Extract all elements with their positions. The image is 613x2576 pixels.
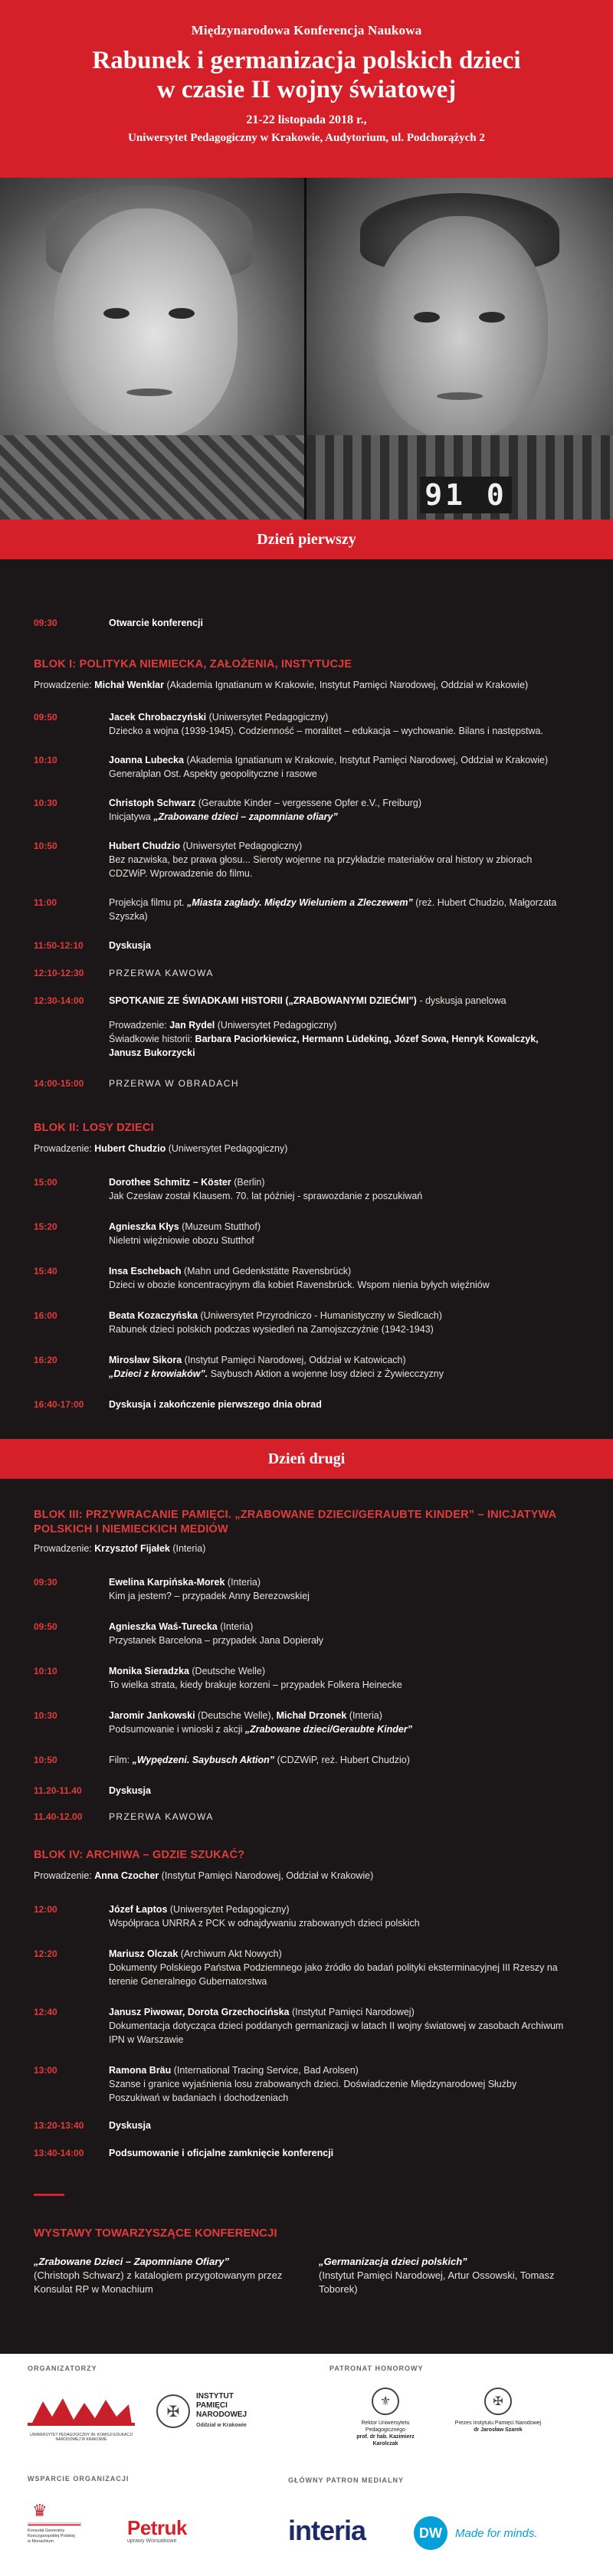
up-caption: UNIWERSYTET PEDAGOGICZNY IM. KOMISJI EDUKACJI NARODOWEJ W KRAKOWIE (30, 2433, 133, 2442)
dw-tagline: Made for minds. (455, 2526, 538, 2540)
session-time: 14:00-15:00 (34, 1078, 84, 1089)
media-label: GŁÓWNY PATRON MEDIALNY (288, 2476, 404, 2484)
coffee-break: PRZERWA KAWOWA (109, 968, 214, 978)
sponsors-footer (0, 2354, 613, 2576)
session-time: 13:40-14:00 (34, 2148, 84, 2158)
program-row: 11.20-11.40 Dyskusja (34, 1785, 151, 1796)
eye (169, 308, 195, 319)
child-photo-right (306, 178, 613, 519)
session-time: 16:00 (34, 1310, 57, 1321)
conference-kicker: Międzynarodowa Konferencja Naukowa (191, 23, 422, 38)
polish-eagle-icon: ♛ (32, 2501, 48, 2520)
eye (103, 308, 129, 319)
program-row: 16:20 Mirosław Sikora (Instytut Pamięci Narodowej, Oddział w Katowicach) „Dzieci z krowiaków”. Saybusch Aktion a wojenne losy dzieci z Żywiecczyzny (34, 1355, 444, 1379)
dw-logo (414, 2516, 538, 2550)
session-time: 15:40 (34, 1266, 57, 1277)
program-row: 15:00 Dorothee Schmitz – Köster (Berlin) Jak Czesław został Klausem. 70. lat później - sprawozdanie z poszukiwań (34, 1177, 423, 1201)
conference-venue: Uniwersytet Pedagogiczny w Krakowie, Audytorium, ul. Podchorążych 2 (128, 132, 485, 144)
face (372, 216, 548, 438)
prisoner-number-plate: 91 0 (420, 477, 512, 513)
support-label: WSPARCIE ORGANIZACJI (28, 2475, 129, 2483)
eye (414, 312, 440, 323)
program-row: 11:00 Projekcja filmu pt. „Miasta zagłady. Między Wieluniem a Zleczewem” (reż. Hubert Chudzio, Małgorzata Szyszka) (34, 897, 557, 922)
title-line-1: Rabunek i germanizacja polskich dzieci (92, 47, 521, 74)
program-row: 15:20 Agnieszka Kłys (Muzeum Stutthof) Nieletni więźniowie obozu Stutthof (34, 1221, 261, 1246)
program-row (34, 966, 613, 980)
session-time: 10:10 (34, 1666, 57, 1676)
petruk-logo: Petruk uprawy Wonsatkowe (127, 2516, 187, 2544)
program-row: 13:40-14:00 Podsumowanie i oficjalne zamknięcie konferencji (34, 2148, 334, 2158)
program-row: 12:20 Mariusz Olczak (Archiwum Akt Nowych) Dokumenty Polskiego Państwa Podziemnego jako źródło do badań polityki eksterminacyjnej III Rzeszy na terenie Generalnego Gubernatorstwa (34, 1948, 558, 1987)
exhibitions (34, 2255, 613, 2296)
session-time: 11.40-12.00 (34, 1811, 83, 1822)
program-row: 12:30-14:00 SPOTKANIE ZE ŚWIADKAMI HISTORII („ZRABOWANYMI DZIEĆMI”) - dyskusja panelowa (34, 995, 506, 1006)
block-3-chair: Prowadzenie: Krzysztof Fijałek (Interia) (34, 1543, 206, 1554)
session-time: 15:20 (34, 1221, 57, 1232)
block-1-chair: Prowadzenie: Michał Wenklar (Akademia Ignatianum w Krakowie, Instytut Pamięci Narodowej, Oddział w Krakowie) (34, 680, 529, 690)
block-2-chair: Prowadzenie: Hubert Chudzio (Uniwersytet Pedagogiczny) (34, 1143, 288, 1154)
block-2-title: BLOK II: LOSY DZIECI (34, 1122, 154, 1134)
eye (479, 312, 505, 323)
session-time: 12:00 (34, 1904, 57, 1915)
block-1-title: BLOK I: POLITYKA NIEMIECKA, ZAŁOŻENIA, INSTYTUCJE (34, 658, 352, 670)
session-time: 12:30-14:00 (34, 995, 84, 1006)
program-row: 13:20-13:40 Dyskusja (34, 2120, 151, 2131)
eagle-emblem-icon: ✠ (156, 2394, 190, 2428)
program-row: 12:00 Józef Łaptos (Uniwersytet Pedagogiczny) Współpraca UNRRA z PCK w odnajdywaniu zrabowanych dzieci polskich (34, 1904, 420, 1929)
day-one-program (0, 559, 613, 1411)
program-row: Prowadzenie: Jan Rydel (Uniwersytet Pedagogiczny) Świadkowie historii: Barbara Paciorkiewicz, Hermann Lüdeking, Józef Sowa, Henryk Kowalczyk, Janusz Bukorzycki (109, 1020, 539, 1058)
face (54, 208, 238, 438)
block-4-chair: Prowadzenie: Anna Czocher (Instytut Pamięci Narodowej, Oddział w Krakowie) (34, 1870, 374, 1881)
rector-patronage: ⚜ Rektor Uniwersytetu Pedagogicznego prof. dr hab. Kazimierz Karolczak (343, 2388, 428, 2447)
title-line-2: w czasie II wojny światowej (156, 76, 457, 103)
ipn-subtitle: Oddział w Krakowie (196, 2423, 247, 2428)
conference-title (0, 46, 613, 104)
mouth (437, 392, 483, 400)
archival-photos (0, 178, 613, 519)
shirt (0, 435, 306, 519)
program-row: 09:30 Ewelina Karpińska-Morek (Interia) Kim ja jestem? – przypadek Anny Berezowskiej (34, 1577, 310, 1601)
exhibition-right: „Germanizacja dzieci polskich” (Instytut Pamięci Narodowej, Artur Ossowski, Tomasz Toborek) (319, 2256, 555, 2295)
session-time: 10:30 (34, 1710, 57, 1721)
day-one-band: Dzień pierwszy (0, 519, 613, 559)
program-row: 10:30 Christoph Schwarz (Geraubte Kinder – vergessene Opfer e.V., Freiburg) Inicjatywa „Zrabowane dzieci – zapomniane ofiary” (34, 798, 422, 822)
session-time: 10:10 (34, 755, 57, 765)
organizers-label: ORGANIZATORZY (28, 2365, 97, 2372)
session-time: 15:00 (34, 1177, 57, 1188)
up-emblem-icon (28, 2394, 135, 2427)
president-patronage: ✠ Prezes Instytutu Pamięci Narodowej dr Jarosław Szarek (452, 2388, 544, 2433)
program-row (34, 1810, 613, 1824)
program-row: 10:10 Monika Sieradzka (Deutsche Welle) To wielka strata, kiedy brakuje korzeni – przypadek Folkera Heinecke (34, 1666, 402, 1690)
day-two-program (0, 1479, 613, 2296)
session-time: 13:20-13:40 (34, 2120, 84, 2131)
session-title: Otwarcie konferencji (109, 618, 203, 628)
session-time: 11:00 (34, 897, 57, 908)
session-time: 09:30 (34, 1577, 57, 1588)
up-logo (28, 2394, 135, 2442)
program-row (34, 616, 613, 630)
program-row: 15:40 Insa Eschebach (Mahn und Gedenkstätte Ravensbrück) Dzieci w obozie koncentracyjnym dla kobiet Ravensbrück. Wspom nienia byłych więźniów (34, 1266, 490, 1290)
block-3-title: BLOK III: PRZYWRACANIE PAMIĘCI. „ZRABOWANE DZIECI/GERAUBTE KINDER” – INICJATYWA POLSKICH I NIEMIECKICH MEDIÓW (34, 1509, 557, 1535)
program-row: 16:40-17:00 Dyskusja i zakończenie pierwszego dnia obrad (34, 1399, 322, 1410)
patronage-label: PATRONAT HONOROWY (329, 2365, 424, 2372)
session-time: 12:20 (34, 1948, 57, 1959)
session-time: 09:30 (34, 618, 57, 628)
session-time: 11:50-12:10 (34, 940, 84, 951)
interia-logo: interia (288, 2515, 366, 2546)
exhibitions-title: WYSTAWY TOWARZYSZĄCE KONFERENCJI (34, 2227, 277, 2240)
block-4-title: BLOK IV: ARCHIWA – GDZIE SZUKAĆ? (34, 1849, 245, 1861)
mouth (126, 388, 172, 396)
session-time: 13:00 (34, 2065, 57, 2076)
program-row: 13:00 Ramona Bräu (International Tracing Service, Bad Arolsen) Szanse i granice wyjaśnienia losu zrabowanych dzieci. Doświadczenie Międzynarodowej Służby Poszukiwań w badaniach i dochodzeniach (34, 2065, 517, 2103)
program-row: 10:50 Film: „Wypędzeni. Saybusch Aktion” (CDZWiP, reż. Hubert Chudzio) (34, 1755, 410, 1765)
session-time: 09:50 (34, 712, 57, 723)
exhibition-left: „Zrabowane Dzieci – Zapomniane Ofiary” (Christoph Schwarz) z katalogiem przygotowanym przez Konsulat RP w Monachium (34, 2256, 283, 2295)
header-banner (0, 0, 613, 178)
session-time: 10:50 (34, 1755, 57, 1765)
session-time: 12:10-12:30 (34, 968, 84, 978)
program-row (34, 1077, 613, 1090)
lunch-break: PRZERWA W OBRADACH (109, 1078, 239, 1089)
university-seal-icon: ⚜ (372, 2388, 399, 2415)
eagle-emblem-icon: ✠ (484, 2388, 512, 2415)
session-time: 16:40-17:00 (34, 1399, 84, 1410)
polish-flag-icon (28, 2522, 81, 2526)
day-two-band: Dzień drugi (0, 1439, 613, 1479)
ipn-line: PAMIĘCI (196, 2401, 228, 2410)
program-row: 10:30 Jaromir Jankowski (Deutsche Welle), Michał Drzonek (Interia) Podsumowanie i wnioski z akcji „Zrabowane dzieci/Geraubte Kinder” (34, 1710, 412, 1735)
session-time: 10:50 (34, 841, 57, 851)
conference-dates: 21-22 listopada 2018 r., (246, 113, 367, 126)
session-time: 12:40 (34, 2007, 57, 2017)
program-row: 09:50 Jacek Chrobaczyński (Uniwersytet Pedagogiczny) Dziecko a wojna (1939-1945). Codzienność – moralitet – edukacja – wychowanie. Bilans i następstwa. (34, 712, 543, 736)
child-photo-left (0, 178, 306, 519)
program-row: 10:10 Joanna Lubecka (Akademia Ignatianum w Krakowie, Instytut Pamięci Narodowej, Oddział w Krakowie) Generalplan Ost. Aspekty geopolityczne i rasowe (34, 755, 549, 779)
dw-mark-icon: DW (414, 2516, 447, 2550)
program-row: 09:50 Agnieszka Waś-Turecka (Interia) Przystanek Barcelona – przypadek Jana Dopierały (34, 1621, 324, 1646)
coffee-break: PRZERWA KAWOWA (109, 1811, 214, 1822)
session-time: 16:20 (34, 1355, 57, 1365)
program-row: 10:50 Hubert Chudzio (Uniwersytet Pedagogiczny) Bez nazwiska, bez prawa głosu... Sieroty wojenne na przykładzie materiałów oral history w zbiorach CDZWiP. Wprowadzenie do filmu. (34, 841, 533, 879)
konsulat-logo: ♛ Konsulat Generalny Rzeczypospolitej Polskiej w Monachium (28, 2501, 97, 2545)
session-time: 10:30 (34, 798, 57, 808)
program-row: 16:00 Beata Kozaczyńska (Uniwersytet Przyrodniczo - Humanistyczny w Siedlcach) Rabunek dzieci polskich podczas wysiedleń na Zamojszczyźnie (1942-1943) (34, 1310, 442, 1335)
ipn-logo (156, 2392, 247, 2430)
session-time: 09:50 (34, 1621, 57, 1632)
session-time: 11.20-11.40 (34, 1785, 82, 1796)
program-row: 12:40 Janusz Piwowar, Dorota Grzechocińska (Instytut Pamięci Narodowej) Dokumentacja dotycząca dzieci poddanych germanizacji w latach II wojny światowej w zasobach Archiwum IPN w Warszawie (34, 2007, 564, 2045)
program-row: 11:50-12:10 Dyskusja (34, 940, 151, 951)
ipn-line: NARODOWEJ (196, 2410, 247, 2419)
ipn-line: INSTYTUT (196, 2392, 234, 2401)
